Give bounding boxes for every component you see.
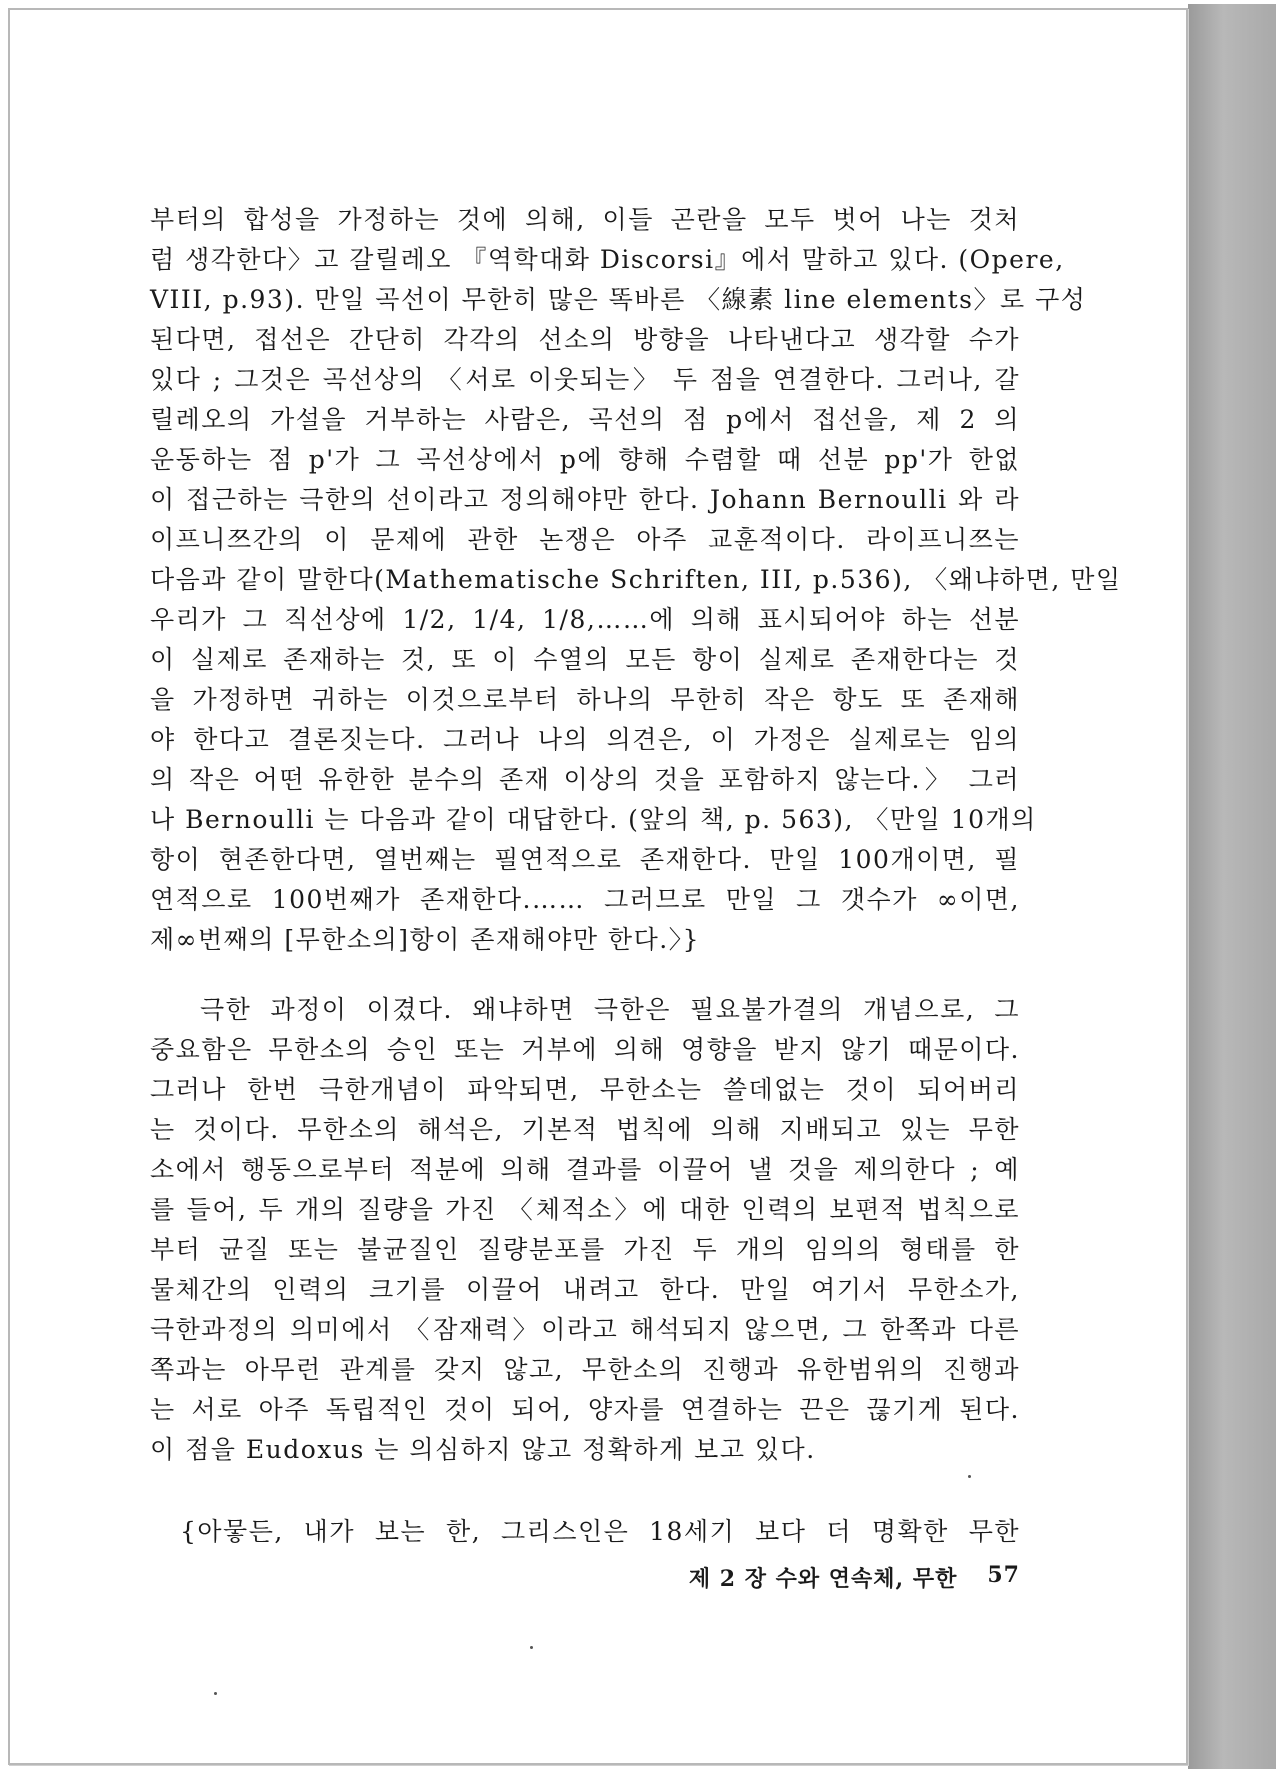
- page-footer: [620, 1562, 1020, 1593]
- text-line: 연적으로 100번째가 존재한다.…… 그러므로 만일 그 갯수가 ∞이면,: [150, 885, 1020, 914]
- text-line: 쪽과는 아무런 관계를 갖지 않고, 무한소의 진행과 유한범위의 진행과: [150, 1355, 1020, 1384]
- text-line: VIII, p.93). 만일 곡선이 무한히 많은 똑바른 〈線素 line elements〉로 구성: [150, 285, 1087, 314]
- page-speck: [968, 1475, 971, 1478]
- text-line: 부터의 합성을 가정하는 것에 의해, 이들 곤란을 모두 벗어 나는 것처: [150, 205, 1020, 234]
- page-speck: [530, 1646, 533, 1649]
- text-line: 이 접근하는 극한의 선이라고 정의해야만 한다. Johann Bernoulli 와 라: [150, 485, 1020, 514]
- text-line: 우리가 그 직선상에 1/2, 1/4, 1/8,……에 의해 표시되어야 하는 선분: [150, 605, 1020, 634]
- text-line: 릴레오의 가설을 거부하는 사람은, 곡선의 점 p에서 접선을, 제 2 의: [150, 405, 1020, 434]
- paragraph-2: [150, 990, 1020, 1470]
- text-line: 운동하는 점 p'가 그 곡선상에서 p에 향해 수렴할 때 선분 pp'가 한없: [150, 445, 1020, 474]
- text-line: 제∞번째의 [무한소의]항이 존재해야만 한다.〉}: [150, 925, 701, 954]
- text-line: 이프니쯔간의 이 문제에 관한 논쟁은 아주 교훈적이다. 라이프니쯔는: [150, 525, 1020, 554]
- text-line: 나 Bernoulli 는 다음과 같이 대답한다. (앞의 책, p. 563), 〈만일 10개의: [150, 805, 1037, 834]
- paragraph-3: [150, 1512, 1020, 1552]
- text-line: 있다 ; 그것은 곡선상의 〈서로 이웃되는〉 두 점을 연결한다. 그러나, 갈: [150, 365, 1020, 394]
- paragraph-1: [150, 200, 1122, 960]
- text-line: 이 실제로 존재하는 것, 또 이 수열의 모든 항이 실제로 존재한다는 것: [150, 645, 1020, 674]
- book-right-edge: [1188, 4, 1276, 1769]
- text-line: 극한 과정이 이겼다. 왜냐하면 극한은 필요불가결의 개념으로, 그: [200, 995, 1020, 1024]
- text-line: 극한과정의 의미에서 〈잠재력〉이라고 해석되지 않으면, 그 한쪽과 다른: [150, 1315, 1020, 1344]
- page-number: 57: [987, 1562, 1020, 1588]
- text-line: {아뭏든, 내가 보는 한, 그리스인은 18세기 보다 더 명확한 무한: [180, 1517, 1020, 1546]
- text-line: 소에서 행동으로부터 적분에 의해 결과를 이끌어 낼 것을 제의한다 ; 예: [150, 1155, 1020, 1184]
- text-line: 그러나 한번 극한개념이 파악되면, 무한소는 쓸데없는 것이 되어버리: [150, 1075, 1020, 1104]
- text-line: 야 한다고 결론짓는다. 그러나 나의 의견은, 이 가정은 실제로는 임의: [150, 725, 1020, 754]
- chapter-title: 제 2 장 수와 연속체, 무한: [688, 1566, 958, 1592]
- text-line: 물체간의 인력의 크기를 이끌어 내려고 한다. 만일 여기서 무한소가,: [150, 1275, 1020, 1304]
- text-line: 중요함은 무한소의 승인 또는 거부에 의해 영향을 받지 않기 때문이다.: [150, 1035, 1020, 1064]
- page-speck: [214, 1692, 217, 1695]
- text-line: 이 점을 Eudoxus 는 의심하지 않고 정확하게 보고 있다.: [150, 1435, 816, 1464]
- text-line: 를 들어, 두 개의 질량을 가진 〈체적소〉에 대한 인력의 보편적 법칙으로: [150, 1195, 1020, 1224]
- text-line: 는 것이다. 무한소의 해석은, 기본적 법칙에 의해 지배되고 있는 무한: [150, 1115, 1020, 1144]
- text-line: 을 가정하면 귀하는 이것으로부터 하나의 무한히 작은 항도 또 존재해: [150, 685, 1020, 714]
- text-line: 된다면, 접선은 간단히 각각의 선소의 방향을 나타낸다고 생각할 수가: [150, 325, 1020, 354]
- text-line: 다음과 같이 말한다(Mathematische Schriften, III, p.536), 〈왜냐하면, 만일: [150, 565, 1122, 594]
- text-line: 부터 균질 또는 불균질인 질량분포를 가진 두 개의 임의의 형태를 한: [150, 1235, 1020, 1264]
- text-line: 항이 현존한다면, 열번째는 필연적으로 존재한다. 만일 100개이면, 필: [150, 845, 1020, 874]
- text-line: 의 작은 어떤 유한한 분수의 존재 이상의 것을 포함하지 않는다.〉 그러: [150, 765, 1020, 794]
- text-line: 는 서로 아주 독립적인 것이 되어, 양자를 연결하는 끈은 끊기게 된다.: [150, 1395, 1020, 1424]
- text-line: 럼 생각한다〉고 갈릴레오 『역학대화 Discorsi』에서 말하고 있다. (Opere,: [150, 245, 1065, 274]
